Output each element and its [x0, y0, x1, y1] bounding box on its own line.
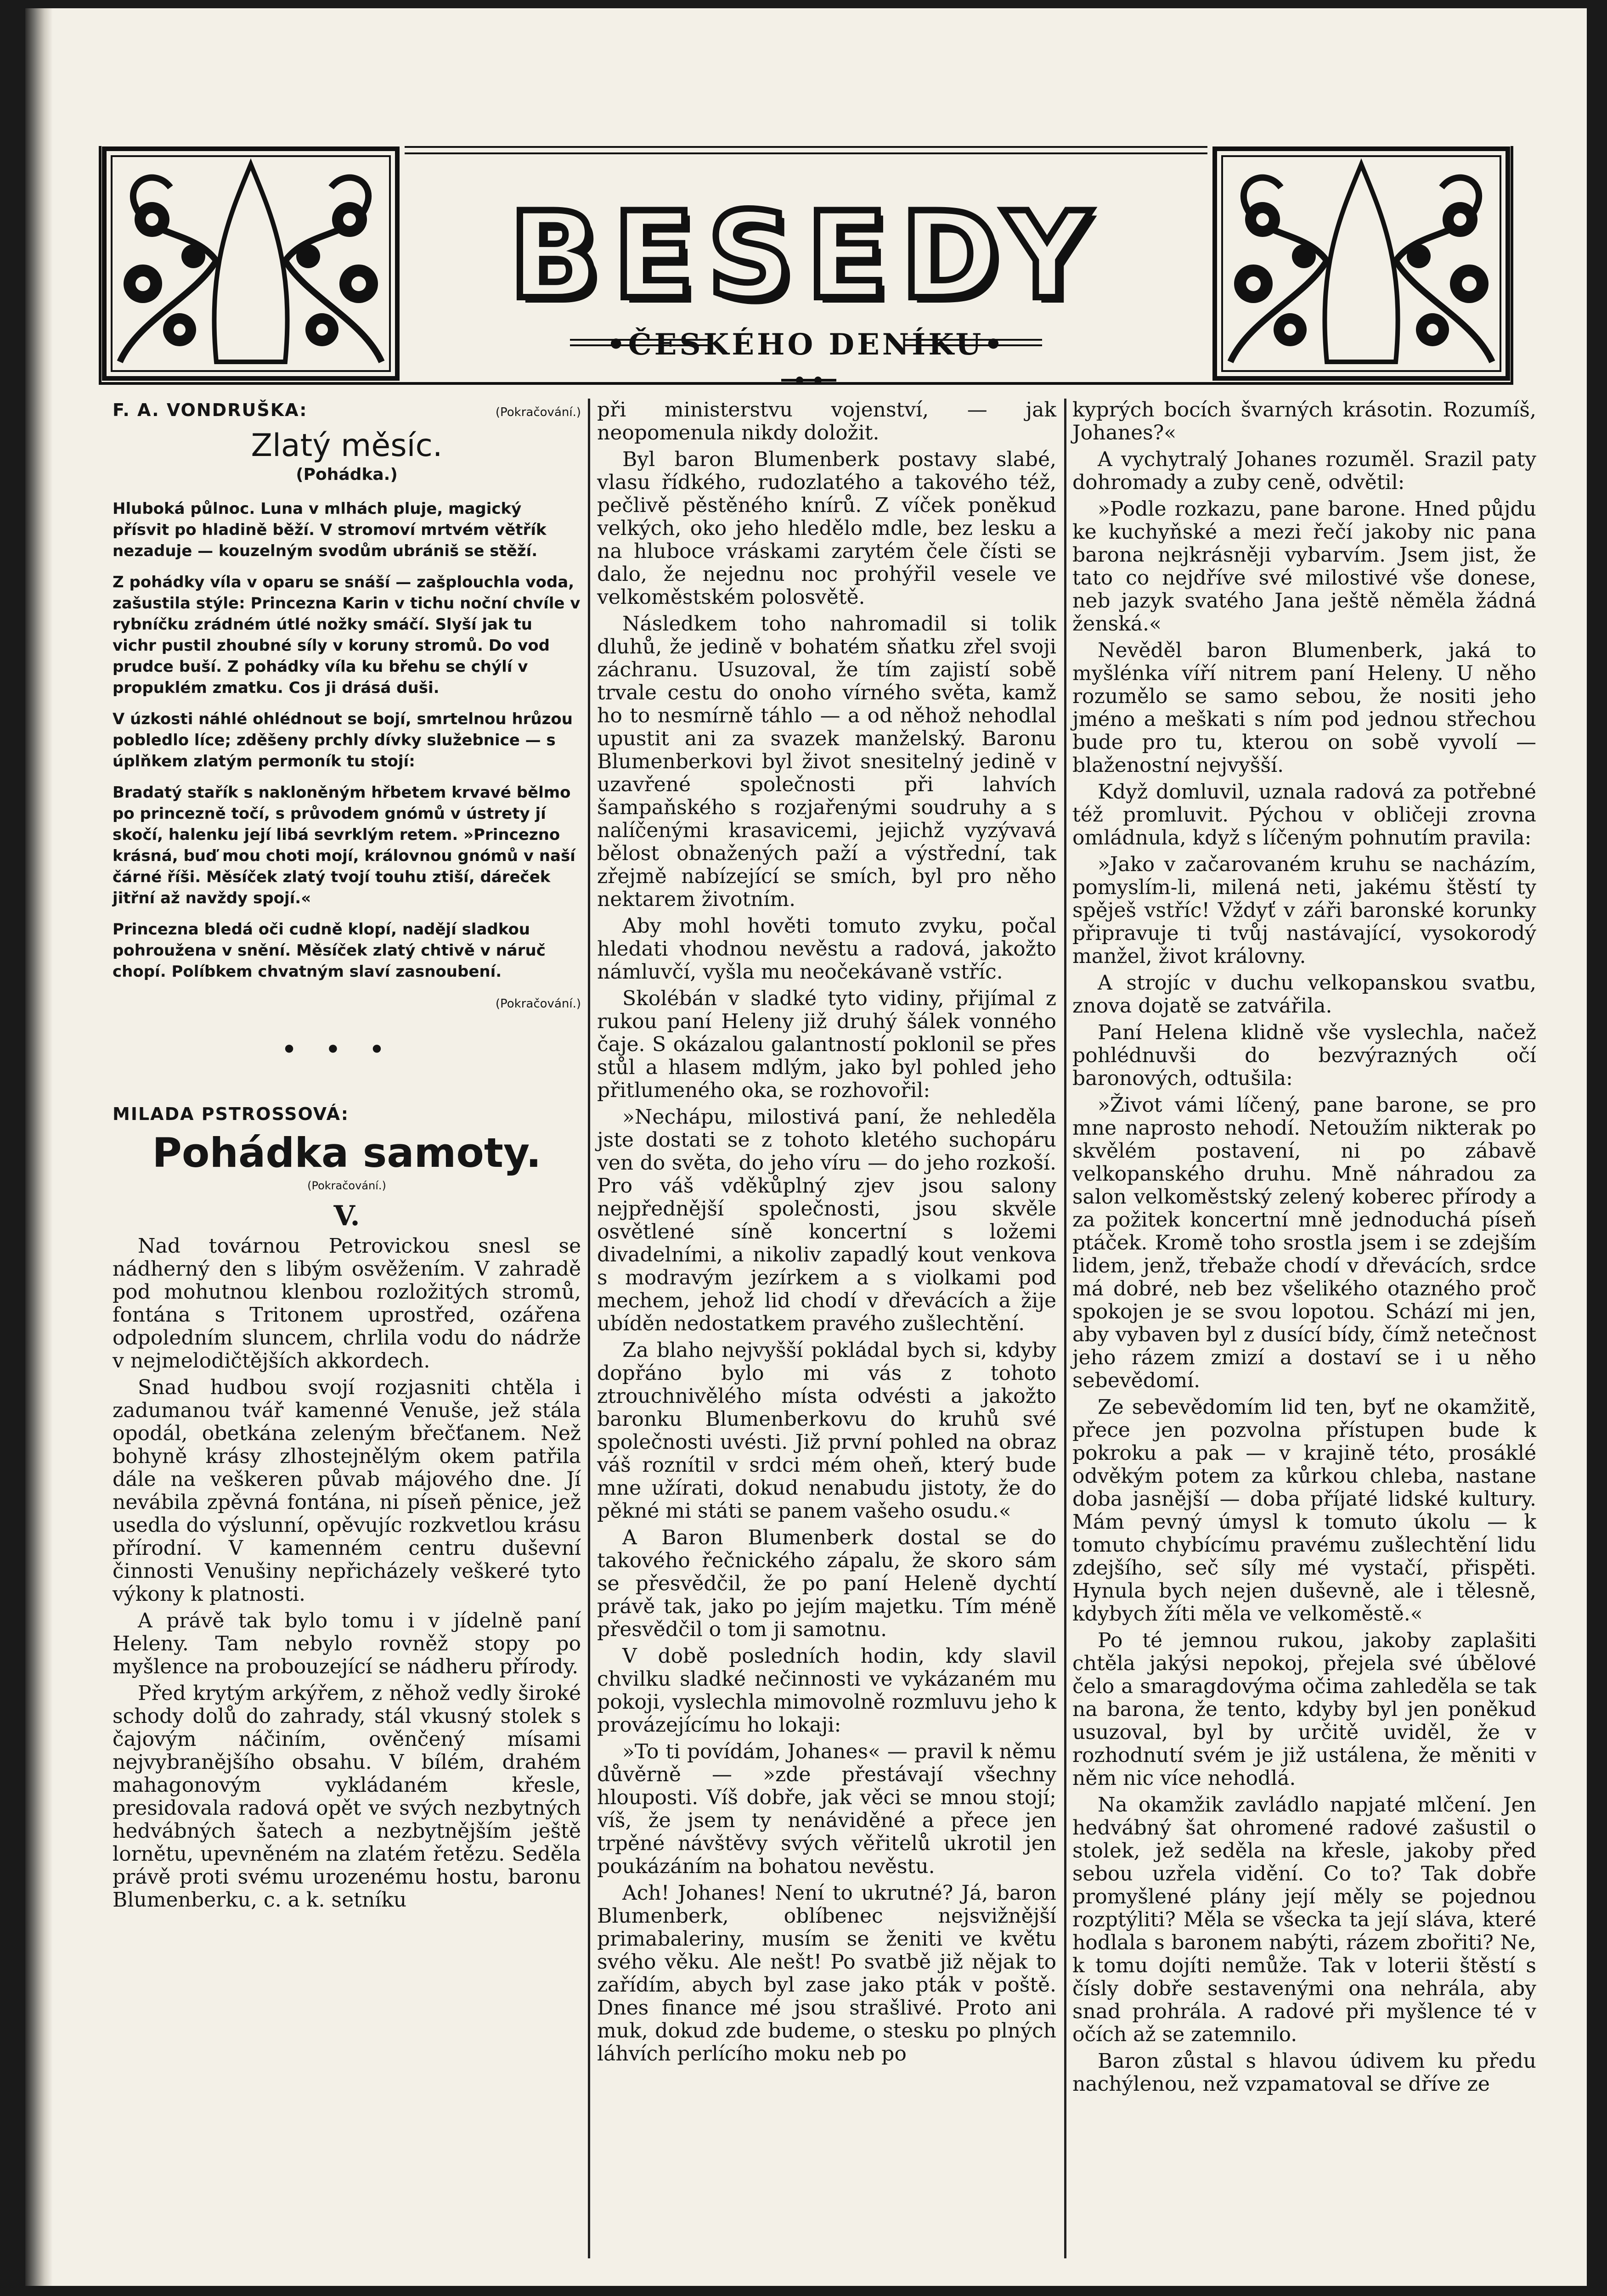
masthead-bottom-ornament [781, 371, 836, 389]
story-paragraph: Za blaho nejvyšší pokládal bych si, kdyby dopřáno bylo mi vás z tohoto ztrouchnivělého místa odvésti a jakožto baronku Blumenberkovu do kruhů své společnosti uvésti. Již první pohled na obraz váš roznítil v srdci mém oheň, který bude mne užírati, dokud nenabudu jistoty, že do pěkné mi státi se panem vašeho osudu.« [597, 1339, 1056, 1523]
story-paragraph: Baron zůstal s hlavou údivem ku předu nachýlenou, než vzpamatoval se dříve ze [1072, 2049, 1536, 2096]
story-paragraph: Aby mohl hověti tomuto zvyku, počal hledati vhodnou nevěstu a radová, jakožto námluvčí, vyšla mu neočekávaně vstříc. [597, 914, 1056, 984]
story-title: Pohádka samoty. [152, 1129, 541, 1176]
poem-subtitle: (Pohádka.) [296, 465, 398, 484]
poem-stanza: Z pohádky víla v oparu se snáší — zašplouchla voda, zašustila stýle: Princezna Karin v tichu noční chvíle v rybníčku zrádném útlé nožky smáčí. Slyší jak tu vichr pustil zhoubné síly v koruny stromů. Do vod prudce buší. Z pohádky víla ku břehu se chýlí v propuklém zmatku. Cos ji drásá duši. [113, 573, 581, 697]
story-paragraph: »Nechápu, milostivá paní, že nehleděla jste dostati se z tohoto kletého suchopáru ven do světa, do jeho víru — do jeho rozkoší. Pro váš vděkůplný zjev jsou salony nejpřednější společnosti, jsou skvěle osvětlené síně koncertní s ložemi divadelními, a nikoliv zapadlý kout venkova s modravým jezírkem a s violkami pod mechem, jehož lid chodí v dřevácích a žije ubíděn nedostatkem pravého zušlechtění. [597, 1105, 1056, 1335]
masthead-title: BESEDY [509, 187, 1103, 326]
subtitle-rule-right [904, 339, 1042, 346]
story-paragraph: Na okamžik zavládlo napjaté mlčení. Jen hedvábný šat ohromené radové zašustil o stolek, jež seděla na křesle, jakoby před sebou uzřela vidění. Co to? Tak dobře promyšlené plány její měly se pojednou rozptýliti? Měla se všecka ta její sláva, které hodlala s baronem nabýti, rázem zbořiti? Ne, k tomu dojíti nemůže. Tak v loterii štěstí s čísly dobře sestavenými ona nehrála, aby snad prohrála. A radové při myšlence té v očích až se zatemnilo. [1072, 1793, 1536, 2046]
story-paragraph: »Podle rozkazu, pane barone. Hned půjdu ke kuchyňské a mezi řečí jakoby nic pana barona nejkrásněji vybarvím. Jsem jist, že tato co nejdříve své milostivé vše donese, neb jazyk svatého Jana ještě něměla žádná ženská.« [1072, 497, 1536, 636]
column-rule-1 [588, 399, 590, 2258]
story-paragraph: kyprých bocích švarných krásotin. Rozumíš, Johanes?« [1072, 398, 1536, 445]
story-paragraph: »Jako v začarovaném kruhu se nacházím, pomyslím-li, milená neti, jakému štěstí ty spěješ vstříc! Vždyť v záři baronské korunky připravuje ti tvůj nastávající, vysokorodý manžel, život královny. [1072, 853, 1536, 968]
story-paragraph: při ministerstvu vojenství, — jak neopomenula nikdy doložit. [597, 398, 1056, 445]
story-chapter: V. [333, 1200, 360, 1232]
story-author: MILADA PSTROSSOVÁ: [113, 1104, 349, 1124]
story-paragraph: Ze sebevědomím lid ten, byť ne okamžitě, přece jen pozvolna přístupen bude k pokroku a pak — v krajině této, prosáklé odvěkým potem za kůrkou chleba, nastane doba jasnější — doba příjaté lidské kultury. Mám pevný úmysl k tomuto úkolu — k tomuto chybícímu pravému zušlechtění lidu zdejšího, seč síly mé vystačí, přispěti. Hynula bych nejen duševně, ale i tělesně, kdybych žíti měla ve velkoměstě.« [1072, 1396, 1536, 1626]
poem-stanza: V úzkosti náhlé ohlédnout se bojí, smrtelnou hrůzou pobledlo líce; zděšeny prchly dívky služebnice — s úplňkem zlatým permoník tu stojí: [113, 710, 573, 771]
story-paragraph: »Život vámi líčený, pane barone, se pro mne naprosto nehodí. Netoužím nikterak po skvělém postavení, ni po zábavě velkopanského druhu. Mně náhradou za salon velkoměstský zelený koberec přírody a za požitek koncertní mně jednoduchá píseň ptáček. Kromě toho srostla jsem i se zdejším lidem, jenž, třebaže chodí v dřevácích, srdce má dobré, neb bez všelikého otazného proč spokojen je se svou lopotou. Schází mi jen, aby vybaven byl z dusící bídy, čímž netečnost jeho rázem zmizí a dostaví se i u něho sebevědomí. [1072, 1093, 1536, 1392]
poem-continued-bottom: (Pokračování.) [495, 997, 581, 1011]
story-paragraph: Ach! Johanes! Není to ukrutné? Já, baron Blumenberk, oblíbenec nejsvižnější primabaleriny, musím se ženiti ve květu svého věku. Ale nešt! Po svatbě již nějak to zařídím, abych byl zase jako pták v poště. Dnes finance mé jsou strašlivé. Proto ani muk, dokud zde budeme, o stesku po plných láhvích perlícího moku neb po [597, 1881, 1056, 2065]
story-paragraph: Po té jemnou rukou, jakoby zaplašiti chtěla jakýsi nepokoj, přejela své úbělové čelo a smaragdovýma očima zahleděla se tak na barona, že tento, kdyby byl jen poněkud usuzoval, byl by určitě uviděl, že v rozhodnutí svém je již ustálena, že měniti v něm nic více nehodlá. [1072, 1629, 1536, 1790]
masthead-top-rule [405, 146, 1207, 154]
column-rule-2 [1064, 399, 1066, 2258]
story-paragraph: Před krytým arkýřem, z něhož vedly široké schody dolů do zahrady, stál vkusný stolek s čajovým náčiním, ověnčený mísami nejvybranějšího obsahu. V bílém, drahém mahagonovým vykládaném křesle, presidovala radová opět ve svých nezbytných hedvábných šatech a nezbytnějším ještě lornětu, upevněném na zlatém řetězu. Seděla právě proti svému urozenému hostu, baronu Blumenberku, c. a k. setníku [113, 1682, 581, 1912]
column-1 [113, 399, 581, 1915]
masthead [99, 146, 1513, 385]
column-2 [597, 399, 1056, 2069]
story-paragraph: Nad továrnou Petrovickou snesl se nádherný den s libým osvěžením. V zahradě pod mohutnou klenbou rozložitých stromů, fontána s Tritonem uprostřed, ozářena odpoledním sluncem, chrlila vodu do nádrže v nejmelodičtějších akkordech. [113, 1234, 581, 1373]
story-paragraph: Skolébán v sladké tyto vidiny, přijímal z rukou paní Heleny již druhý šálek vonného čaje. S okázalou galantností poklonil se přes stůl a hlasem mdlým, jako byl pohled jeho přitlumeného oka, se rozhovořil: [597, 987, 1056, 1102]
story-paragraph: A strojíc v duchu velkopanskou svatbu, znova dojatě se zatvářila. [1072, 971, 1536, 1018]
section-separator: ••• [281, 1034, 413, 1066]
story-paragraph: Nevěděl baron Blumenberk, jaká to myšlénka víří nitrem paní Heleny. U něho rozumělo se samo sebou, že nositi jeho jméno a meškati s ním pod jednou střechou bude pro tu, kterou on sobě vyvolí — blaženostní nejvyšší. [1072, 639, 1536, 777]
poem-title: Zlatý měsíc. [251, 428, 443, 464]
story-paragraph: Paní Helena klidně vše vyslechla, načež pohlédnuvši do bezvýrazných očí baronových, odtušila: [1072, 1021, 1536, 1090]
poem-stanza: Princezna bledá oči cudně klopí, nadějí sladkou pohroužena v snění. Měsíček zlatý chtivě v náruč chopí. Políbkem chvatným slaví zasnoubení. [113, 920, 546, 981]
story-paragraph: V době posledních hodin, kdy slavil chvilku sladké nečinnosti ve vykázaném mu pokoji, vyslechla mimovolně rozmluvu jeho k provázejícímu ho lokaji: [597, 1644, 1056, 1737]
poem-stanza: Hluboká půlnoc. Luna v mlhách pluje, magický přísvit po hladině běží. V stromoví mrtvém větřík nezaduje — kouzelným svodům ubrániš se stěží. [113, 500, 547, 560]
story-paragraph: A právě tak bylo tomu i v jídelně paní Heleny. Tam nebylo rovněž stopy po myšlence na probouzející se nádheru přírody. [113, 1609, 581, 1678]
story-paragraph: Následkem toho nahromadil si tolik dluhů, že jedině v bohatém sňatku zřel svoji záchranu. Usuzoval, že tím zajistí sobě trvale cestu do onoho vírného světa, kamž ho to nesmírně táhlo — a od něhož nehodlal upustit ani za svazek manželský. Baronu Blumenberkovi byl život snesitelný jedině v uzavřené společnosti při lahvích šampaňského s rozjařenými soudruhy a s nalíčenými krasavicemi, jejichž vyzývavá bělost obnažených paží a výstřední, tak zřejmě nabízející se smích, byl pro něho nektarem životním. [597, 612, 1056, 911]
ornament-right [1212, 146, 1511, 381]
page-fold-shadow [25, 8, 53, 2286]
column-3 [1072, 399, 1536, 2099]
poem-stanza: Bradatý stařík s nakloněným hřbetem krvavé bělmo po princezně točí, s průvodem gnómů v ústrety jí skočí, halenku její libá sevrklým retem. »Princezno krásná, buď mou choti mojí, královnou gnómů v naší čárné říši. Měsíček zlatý tvojí touhu ztiší, dáreček jitřní až navždy spojí.« [113, 783, 575, 907]
poem-body [113, 498, 581, 982]
newspaper-page [25, 8, 1587, 2286]
story-continued: (Pokračování.) [307, 1179, 386, 1192]
story-paragraph: Byl baron Blumenberk postavy slabé, vlasu řídkého, rudozlatého a takového též, pečlivě pěstěného knírů. Z víček poněkud velkých, oko jeho hledělo mdle, bez lesku a na hluboce vráskami zarytém čele čísti se dalo, že nejednu noc prohýřil vesele ve velkoměstském polosvětě. [597, 448, 1056, 609]
story-paragraph: Když domluvil, uznala radová za potřebné též promluvit. Pýchou v obličeji zrovna omládnula, když s líčeným pohnutím pravila: [1072, 780, 1536, 850]
story-paragraph: A Baron Blumenberk dostal se do takového řečnického zápalu, že skoro sám se přesvědčil, že po paní Heleně dychtí právě tak, jako po jejím majetku. Tím méně přesvědčil o tom ji samotnu. [597, 1526, 1056, 1641]
poem-continued-top: (Pokračování.) [495, 405, 581, 419]
story-paragraph: A vychytralý Johanes rozuměl. Srazil paty dohromady a zuby ceně, odvětil: [1072, 448, 1536, 494]
story-paragraph: »To ti povídám, Johanes« — pravil k němu důvěrně — »zde přestávají všechny hlouposti. Víš dobře, jak věci se mnou stojí; víš, že jsem ty nenáviděné a přece jen trpěné návštěvy svých věřitelů ukrotil jen poukázáním na bohatou nevěstu. [597, 1740, 1056, 1878]
poem-author: F. A. VONDRUŠKA: [113, 400, 308, 420]
story-paragraph: Snad hudbou svojí rozjasniti chtěla i zadumanou tvář kamenné Venuše, jež stála opodál, obetkána zeleným břečťanem. Než bohyně krásy zlhostejnělým okem patřila dále na veškeren půvab májového dne. Jí nevábila zpěvná fontána, ni píseň pěnice, jež usedla do výslunní, opěvujíc rozkvetlou krásu přírodní. V kamenném centru duševní činnosti Venušiny nepřicházely veškeré tyto výkony k platnosti. [113, 1376, 581, 1606]
masthead-subtitle: •ČESKÉHO DENÍKU• [606, 327, 1006, 362]
